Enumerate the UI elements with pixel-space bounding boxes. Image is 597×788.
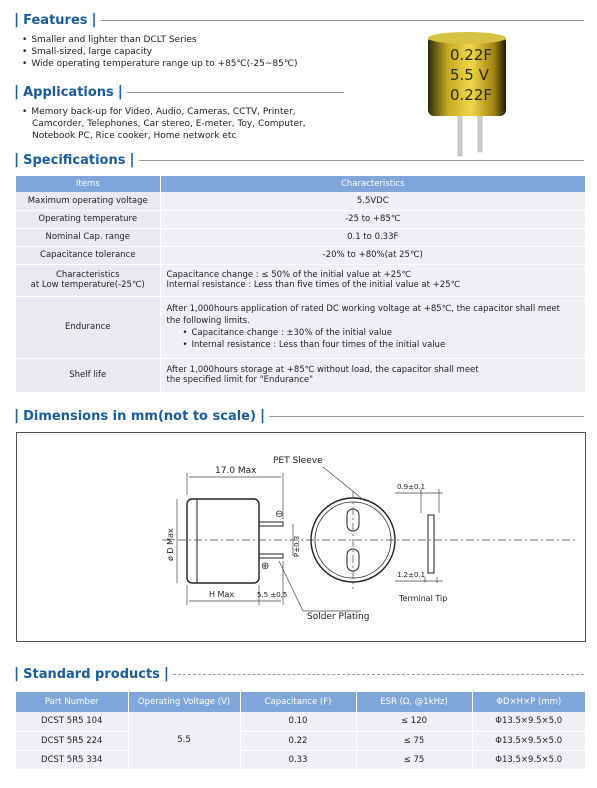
- spec-value-line: Internal resistance : Less than five times of the initial value at +25℃: [166, 280, 461, 290]
- spec-value: [160, 358, 586, 392]
- heading-bar: |: [14, 666, 20, 682]
- capacitor-photo: [420, 28, 510, 158]
- minus-symbol: ⊖: [275, 509, 284, 520]
- heading-rule: [127, 92, 344, 93]
- column-header: ΦD×H×P (mm): [472, 692, 586, 712]
- column-header: Characteristics: [160, 176, 586, 192]
- dimension: Φ13.5×9.5×5.0: [472, 750, 586, 769]
- dimensions-heading: [14, 408, 584, 424]
- part-number: DCST 5R5 334: [16, 750, 128, 769]
- lead-length-label: 5.5 ±0.5: [257, 591, 288, 599]
- heading-bar: |: [91, 12, 97, 28]
- esr: ≤ 120: [356, 712, 472, 731]
- plus-symbol: ⊕: [261, 561, 270, 572]
- column-header: Items: [16, 176, 160, 192]
- spec-item: Shelf life: [16, 358, 160, 392]
- table-header: [16, 176, 586, 192]
- column-header: ESR (Ω, @1kHz): [356, 692, 472, 712]
- specifications-heading: [14, 152, 584, 168]
- applications-title: Applications: [23, 84, 114, 100]
- dimensions-diagram-frame: [16, 432, 586, 642]
- heading-bar: |: [259, 408, 266, 424]
- spec-item: Maximum operating voltage: [16, 192, 160, 210]
- products-heading: [14, 666, 584, 682]
- tip-width-label: 1.2±0.1: [397, 571, 426, 579]
- dimension: Φ13.5×9.5×5.0: [472, 712, 586, 731]
- table-row: [16, 296, 586, 358]
- capacitance: 0.22: [240, 731, 356, 750]
- capacitor-marking: 0.22F: [450, 46, 493, 64]
- list-item: • Smaller and lighter than DCLT Series: [22, 34, 297, 46]
- column-header: Part Number: [16, 692, 128, 712]
- spec-item: Endurance: [16, 296, 160, 358]
- spec-value: 5.5VDC: [160, 192, 586, 210]
- capacitance: 0.33: [240, 750, 356, 769]
- spec-value-line: After 1,000hours application of rated DC working voltage at +85℃, the capacitor shall meet: [166, 304, 561, 314]
- spec-value-line: the specified limit for "Endurance": [166, 375, 314, 385]
- heading-bar: |: [129, 152, 135, 168]
- features-title: Features: [23, 12, 88, 28]
- spec-value: [160, 264, 586, 296]
- column-header: Operating Voltage (V): [128, 692, 240, 712]
- heading-bar: |: [117, 84, 123, 100]
- dimensions-diagram: [17, 433, 585, 641]
- table-row: [16, 712, 586, 731]
- spec-item-line: at Low temperature(-25℃): [30, 280, 145, 290]
- list-item: • Wide operating temperature range up to +85℃(-25~85℃): [22, 58, 297, 70]
- spec-item: [16, 264, 160, 296]
- products-table: [16, 692, 586, 770]
- spec-value-line: Capacitance change : ≤ 50% of the initial value at +25℃: [166, 270, 412, 280]
- heading-rule: [101, 20, 584, 21]
- products-title: Standard products: [23, 666, 160, 682]
- capacitor-marking: 0.22F: [450, 86, 493, 104]
- esr: ≤ 75: [356, 750, 472, 769]
- list-item: • Memory back-up for Video, Audio, Cameras, CCTV, Printer,: [22, 106, 306, 118]
- table-row: [16, 358, 586, 392]
- column-header: Capacitance (F): [240, 692, 356, 712]
- spec-item-line: Characteristics: [55, 270, 120, 280]
- table-row: [16, 246, 586, 264]
- spec-value-line: the following limits.: [166, 316, 250, 326]
- table-row: [16, 750, 586, 769]
- spec-value-line: After 1,000hours storage at +85℃ without load, the capacitor shall meet: [166, 365, 479, 375]
- capacitor-marking: 5.5 V: [450, 66, 489, 84]
- applications-heading: [14, 84, 344, 100]
- spec-value-line: • Capacitance change : ±30% of the initial value: [167, 327, 580, 339]
- length-label: 17.0 Max: [215, 466, 257, 476]
- applications-list: [22, 106, 306, 142]
- capacitance: 0.10: [240, 712, 356, 731]
- heading-rule: [269, 416, 584, 417]
- spec-item: Operating temperature: [16, 210, 160, 228]
- part-number: DCST 5R5 104: [16, 712, 128, 731]
- diameter-label: ø D Max: [166, 528, 175, 561]
- operating-voltage: 5.5: [128, 712, 240, 769]
- spec-item: Nominal Cap. range: [16, 228, 160, 246]
- spec-value-line: • Internal resistance : Less than four times of the initial value: [167, 339, 580, 351]
- heading-bar: |: [163, 666, 170, 682]
- table-header: [16, 692, 586, 712]
- features-heading: [14, 12, 584, 28]
- solder-plating-label: Solder Plating: [307, 612, 370, 622]
- pet-sleeve-label: PET Sleeve: [273, 456, 323, 466]
- table-row: [16, 192, 586, 210]
- heading-bar: |: [14, 152, 20, 168]
- table-row: [16, 731, 586, 750]
- features-list: [22, 34, 297, 70]
- tip-thickness-label: 0.9±0.1: [397, 483, 426, 491]
- spec-value: -20% to +80%(at 25℃): [160, 246, 586, 264]
- heading-bar: |: [14, 84, 20, 100]
- pitch-label: P±0.3: [293, 535, 301, 557]
- spec-item: Capacitance tolerance: [16, 246, 160, 264]
- table-row: [16, 228, 586, 246]
- spec-value: 0.1 to 0.33F: [160, 228, 586, 246]
- heading-bar: |: [14, 408, 20, 424]
- list-item: Camcorder, Telephones, Car stereo, E-meter, Toy, Computer,: [32, 119, 306, 129]
- heading-rule: [139, 160, 584, 161]
- dimension: Φ13.5×9.5×5.0: [472, 731, 586, 750]
- specifications-table: [16, 176, 586, 393]
- list-item: Notebook PC, Rice cooker, Home network etc: [32, 131, 237, 141]
- part-number: DCST 5R5 224: [16, 731, 128, 750]
- dimensions-title: Dimensions in mm(not to scale): [23, 408, 256, 424]
- table-row: [16, 210, 586, 228]
- list-item: • Small-sized, large capacity: [22, 46, 297, 58]
- spec-value: [160, 296, 586, 358]
- esr: ≤ 75: [356, 731, 472, 750]
- heading-rule: [173, 674, 584, 675]
- terminal-tip-label: Terminal Tip: [399, 594, 448, 603]
- height-label: H Max: [209, 590, 235, 599]
- specifications-title: Specifications: [23, 152, 126, 168]
- table-row: [16, 264, 586, 296]
- spec-value: -25 to +85℃: [160, 210, 586, 228]
- heading-bar: |: [14, 12, 20, 28]
